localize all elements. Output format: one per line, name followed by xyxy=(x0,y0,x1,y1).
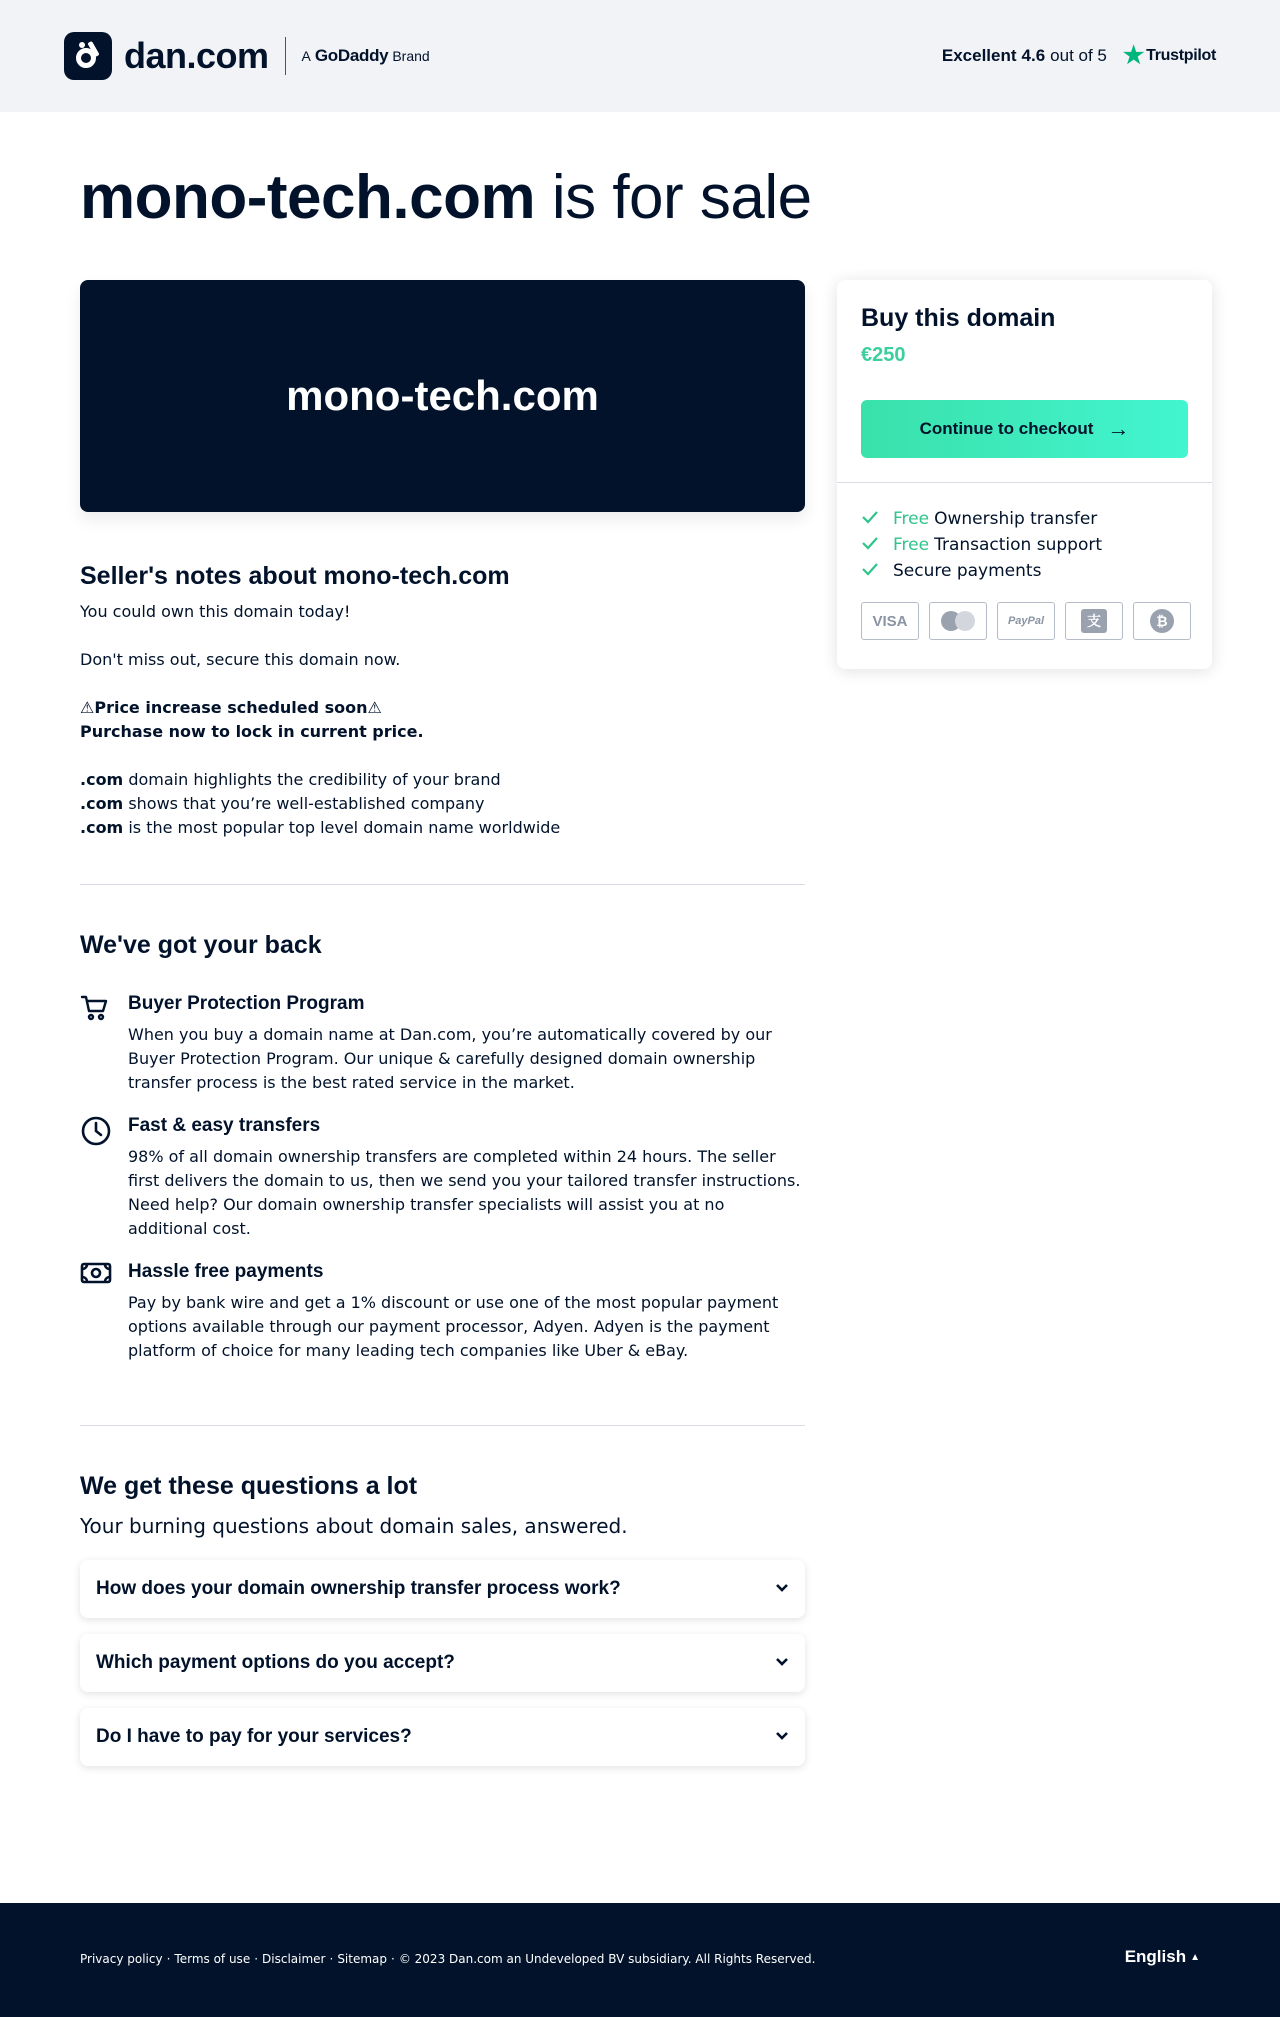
seller-notes-title: Seller's notes about mono-tech.com xyxy=(80,562,510,590)
faq-item[interactable] xyxy=(80,1708,805,1766)
godaddy-brand xyxy=(302,46,430,66)
arrow-right-icon: → xyxy=(1107,416,1130,441)
tld-label: .com xyxy=(80,818,124,837)
feature-title: Buyer Protection Program xyxy=(128,993,365,1014)
trustpilot-star-icon: ★ xyxy=(1122,42,1145,69)
mastercard-icon xyxy=(929,602,987,640)
language-selector[interactable] xyxy=(1125,1947,1200,1967)
check-icon xyxy=(861,506,893,532)
site-header xyxy=(0,0,1280,112)
check-icon xyxy=(861,532,893,558)
section-divider xyxy=(80,1425,805,1426)
faq-title: We get these questions a lot xyxy=(80,1472,418,1500)
logo-text: dan.com xyxy=(124,35,269,76)
benefit-text: Ownership transfer xyxy=(934,509,1098,529)
feature-body xyxy=(128,991,805,1095)
trustpilot-logo xyxy=(1123,44,1216,68)
chevron-down-icon xyxy=(775,1581,789,1597)
note-line xyxy=(80,672,805,696)
com-line-text: shows that you’re well-established company xyxy=(128,794,485,813)
note-line: Purchase now to lock in current price. xyxy=(80,722,424,741)
footer-separator: · xyxy=(166,1952,171,1966)
seller-notes xyxy=(80,600,805,840)
site-footer xyxy=(0,1903,1280,2017)
feature-title: Fast & easy transfers xyxy=(128,1115,321,1136)
feature-desc: 98% of all domain ownership transfers are completed within 24 hours. The seller first delivers the domain to us, then we send you your tailored transfer instructions. Need help? Our domain ownership transfer specialists will assist you at no additional cost. xyxy=(128,1147,801,1238)
copyright: © 2023 Dan.com an Undeveloped BV subsidiary. All Rights Reserved. xyxy=(398,1952,816,1966)
checkout-label: Continue to checkout xyxy=(919,419,1094,438)
brand-suffix: Brand xyxy=(392,48,430,64)
com-line xyxy=(80,768,805,792)
faq-item[interactable] xyxy=(80,1634,805,1692)
faq-item[interactable] xyxy=(80,1560,805,1618)
benefit-item xyxy=(861,532,1102,558)
com-line xyxy=(80,816,805,840)
benefit-text: Transaction support xyxy=(934,535,1103,555)
faq-list xyxy=(80,1560,805,1766)
footer-link[interactable]: Disclaimer xyxy=(262,1952,326,1966)
buy-title: Buy this domain xyxy=(861,304,1056,332)
feature-desc: When you buy a domain name at Dan.com, you’re automatically covered by our Buyer Protection Program. Our unique & carefully designed domain ownership transfer process is the best rated service in the market. xyxy=(128,1025,772,1092)
footer-link[interactable]: Terms of use xyxy=(174,1952,251,1966)
rating-score: 4.6 xyxy=(1021,46,1046,65)
back-title: We've got your back xyxy=(80,931,322,959)
com-line-text: is the most popular top level domain name worldwide xyxy=(128,818,561,837)
footer-links xyxy=(80,1951,815,1967)
features-list xyxy=(80,991,805,1363)
feature-body xyxy=(128,1259,805,1363)
visa-label: VISA xyxy=(872,612,908,630)
benefit-item xyxy=(861,506,1102,532)
dan-logo[interactable] xyxy=(64,32,430,80)
checkout-button[interactable] xyxy=(861,400,1188,458)
feature-desc: Pay by bank wire and get a 1% discount or use one of the most popular payment options available through our payment processor, Adyen. Adyen is the payment platform of choice for many leading tech companies like Uber & eBay. xyxy=(128,1293,779,1360)
paypal-icon xyxy=(997,602,1055,640)
footer-separator: · xyxy=(391,1952,395,1966)
buy-price: €250 xyxy=(861,344,906,366)
free-label: Free xyxy=(893,535,930,555)
card-divider xyxy=(837,482,1212,483)
paypal-label: PayPal xyxy=(1007,615,1045,627)
footer-separator: · xyxy=(329,1952,334,1966)
language-label: English xyxy=(1124,1947,1187,1966)
brand-name: GoDaddy xyxy=(314,46,389,65)
feature-body xyxy=(128,1113,805,1241)
banner-domain: mono-tech.com xyxy=(286,372,599,419)
com-line-text: domain highlights the credibility of your brand xyxy=(128,770,501,789)
note-line: ⚠Price increase scheduled soon⚠ xyxy=(80,698,382,717)
trustpilot-rating[interactable] xyxy=(942,44,1216,68)
chevron-down-icon xyxy=(775,1655,789,1671)
payment-icons xyxy=(861,602,1191,640)
note-line: You could own this domain today! xyxy=(80,602,351,621)
page-title xyxy=(80,160,812,236)
bitcoin-icon: ₿ xyxy=(1133,602,1191,640)
trustpilot-name: Trustpilot xyxy=(1146,47,1216,64)
logo-divider xyxy=(285,37,286,75)
feature-title: Hassle free payments xyxy=(128,1261,324,1282)
benefits-list xyxy=(861,506,1102,584)
cart-icon xyxy=(80,991,128,1095)
title-domain: mono-tech.com xyxy=(80,163,536,232)
left-column xyxy=(80,560,805,1782)
faq-subtitle: Your burning questions about domain sales, answered. xyxy=(80,1514,628,1538)
footer-separator: · xyxy=(254,1952,259,1966)
rating-label: Excellent xyxy=(941,46,1017,65)
faq-question: How does your domain ownership transfer process work? xyxy=(96,1578,621,1599)
visa-icon xyxy=(861,602,919,640)
free-label: Free xyxy=(893,509,930,529)
brand-prefix: A xyxy=(301,48,311,64)
clock-icon xyxy=(80,1113,128,1241)
footer-link[interactable]: Sitemap xyxy=(337,1952,388,1966)
caret-up-icon: ▲ xyxy=(1190,1951,1200,1963)
buy-card xyxy=(837,280,1212,669)
tld-label: .com xyxy=(80,794,124,813)
tld-label: .com xyxy=(80,770,124,789)
note-line xyxy=(80,744,805,768)
domain-banner xyxy=(80,280,805,512)
feature-item xyxy=(80,991,805,1095)
note-line: Don't miss out, secure this domain now. xyxy=(80,650,401,669)
title-suffix: is for sale xyxy=(551,163,812,232)
benefit-text: Secure payments xyxy=(893,561,1042,581)
chevron-down-icon xyxy=(775,1729,789,1745)
section-divider xyxy=(80,884,805,885)
money-icon xyxy=(80,1259,128,1363)
benefit-item xyxy=(861,558,1102,584)
alipay-icon: 支 xyxy=(1065,602,1123,640)
rating-out-of: out of 5 xyxy=(1050,46,1107,65)
note-line xyxy=(80,624,805,648)
faq-question: Which payment options do you accept? xyxy=(96,1652,455,1673)
faq-question: Do I have to pay for your services? xyxy=(96,1726,412,1747)
feature-item xyxy=(80,1259,805,1363)
footer-link[interactable]: Privacy policy xyxy=(80,1952,163,1966)
com-line xyxy=(80,792,805,816)
feature-item xyxy=(80,1113,805,1241)
check-icon xyxy=(861,558,893,584)
dan-logo-icon xyxy=(64,32,112,80)
